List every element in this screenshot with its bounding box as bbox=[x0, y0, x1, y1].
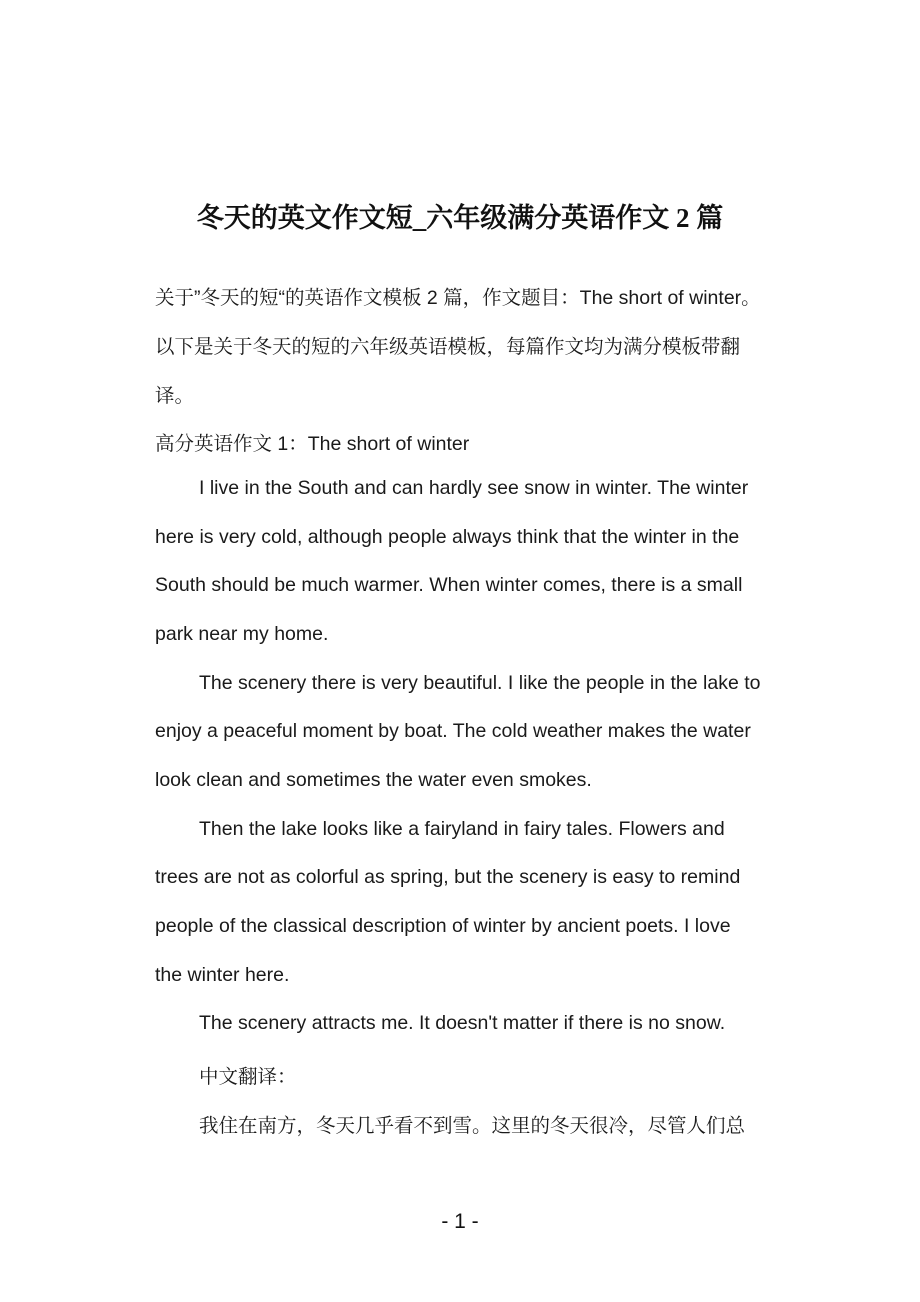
essay-heading: 高分英语作文 1：The short of winter bbox=[155, 433, 470, 455]
intro-line: 关于”冬天的短“的英语作文模板 2 篇，作文题目：The short of winter。 bbox=[155, 287, 761, 309]
translation-line: 我住在南方，冬天几乎看不到雪。这里的冬天很冷，尽管人们总 bbox=[199, 1115, 746, 1137]
essay-line: trees are not as colorful as spring, but the scenery is easy to remind bbox=[155, 866, 741, 888]
essay-line: South should be much warmer. When winter comes, there is a small bbox=[155, 574, 743, 596]
essay-line: here is very cold, although people always think that the winter in the bbox=[155, 526, 740, 548]
translation-heading: 中文翻译： bbox=[199, 1066, 297, 1088]
essay-line: The scenery attracts me. It doesn't matter if there is no snow. bbox=[199, 1012, 726, 1034]
essay-line: people of the classical description of winter by ancient poets. I love bbox=[155, 915, 731, 937]
essay-line: enjoy a peaceful moment by boat. The cold weather makes the water bbox=[155, 720, 751, 742]
intro-line: 以下是关于冬天的短的六年级英语模板，每篇作文均为满分模板带翻 bbox=[155, 336, 741, 358]
essay-line: Then the lake looks like a fairyland in fairy tales. Flowers and bbox=[199, 818, 725, 840]
essay-line: the winter here. bbox=[155, 964, 290, 986]
essay-line: I live in the South and can hardly see snow in winter. The winter bbox=[199, 477, 749, 499]
essay-line: The scenery there is very beautiful. I like the people in the lake to bbox=[199, 672, 761, 694]
document-title: 冬天的英文作文短_六年级满分英语作文 2 篇 bbox=[196, 203, 724, 233]
intro-line: 译。 bbox=[155, 385, 195, 407]
page-number: - 1 - bbox=[441, 1210, 479, 1233]
essay-line: park near my home. bbox=[155, 623, 329, 645]
essay-line: look clean and sometimes the water even smokes. bbox=[155, 769, 592, 791]
